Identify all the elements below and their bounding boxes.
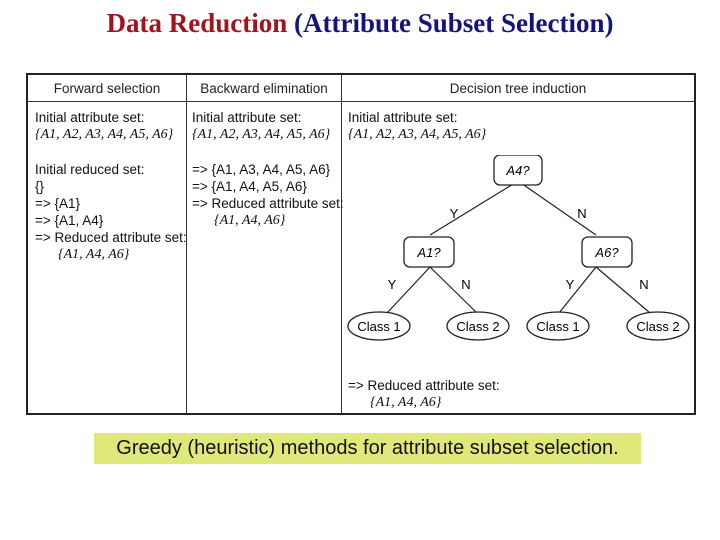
forward-step-0: {}: [35, 179, 45, 194]
forward-step-1: => {A1}: [35, 196, 81, 211]
methods-figure: [26, 73, 696, 415]
decision-tree: [342, 155, 694, 355]
header-forward-selection: Forward selection: [28, 75, 186, 102]
backward-step-2: => {A1, A4, A5, A6}: [192, 179, 307, 194]
edge-label-no: N: [577, 206, 587, 221]
forward-reduced-label: Initial reduced set:: [35, 162, 145, 177]
forward-final-set: {A1, A4, A6}: [58, 247, 130, 262]
tree-edge: [430, 181, 518, 235]
backward-initial-set: {A1, A2, A3, A4, A5, A6}: [192, 127, 331, 142]
tree-final-label: => Reduced attribute set:: [348, 378, 500, 393]
slide-title: [0, 8, 720, 39]
backward-final-set: {A1, A4, A6}: [214, 213, 286, 228]
edge-label-yes: Y: [565, 277, 575, 292]
backward-final-label: => Reduced attribute set:: [192, 196, 344, 211]
backward-initial-label: Initial attribute set:: [192, 110, 302, 125]
forward-initial-set: {A1, A2, A3, A4, A5, A6}: [35, 127, 174, 142]
tree-initial-label: Initial attribute set:: [348, 110, 458, 125]
figure-caption: Greedy (heuristic) methods for attribute subset selection.: [94, 433, 641, 464]
edge-label-yes: Y: [387, 277, 397, 292]
title-main: Data Reduction: [106, 8, 288, 38]
header-backward-elimination: Backward elimination: [187, 75, 341, 102]
edge-label-no: N: [461, 277, 471, 292]
tree-leaf-label: Class 2: [636, 319, 680, 334]
forward-initial-label: Initial attribute set:: [35, 110, 145, 125]
tree-final-set: {A1, A4, A6}: [370, 395, 442, 410]
forward-step-2: => {A1, A4}: [35, 213, 104, 228]
backward-step-1: => {A1, A3, A4, A5, A6}: [192, 162, 331, 177]
tree-node-right-label: A6?: [595, 245, 619, 260]
title-sub: (Attribute Subset Selection): [287, 8, 614, 38]
tree-leaf-label: Class 1: [357, 319, 401, 334]
edge-label-no: N: [639, 277, 649, 292]
edge-label-yes: Y: [449, 206, 459, 221]
tree-initial-set: {A1, A2, A3, A4, A5, A6}: [348, 127, 487, 142]
tree-leaf-label: Class 2: [456, 319, 500, 334]
tree-node-left-label: A1?: [417, 245, 441, 260]
tree-node-root-label: A4?: [506, 163, 530, 178]
header-decision-tree: Decision tree induction: [342, 75, 694, 102]
tree-edge: [559, 267, 596, 313]
forward-final-label: => Reduced attribute set:: [35, 230, 187, 245]
tree-leaf-label: Class 1: [536, 319, 580, 334]
